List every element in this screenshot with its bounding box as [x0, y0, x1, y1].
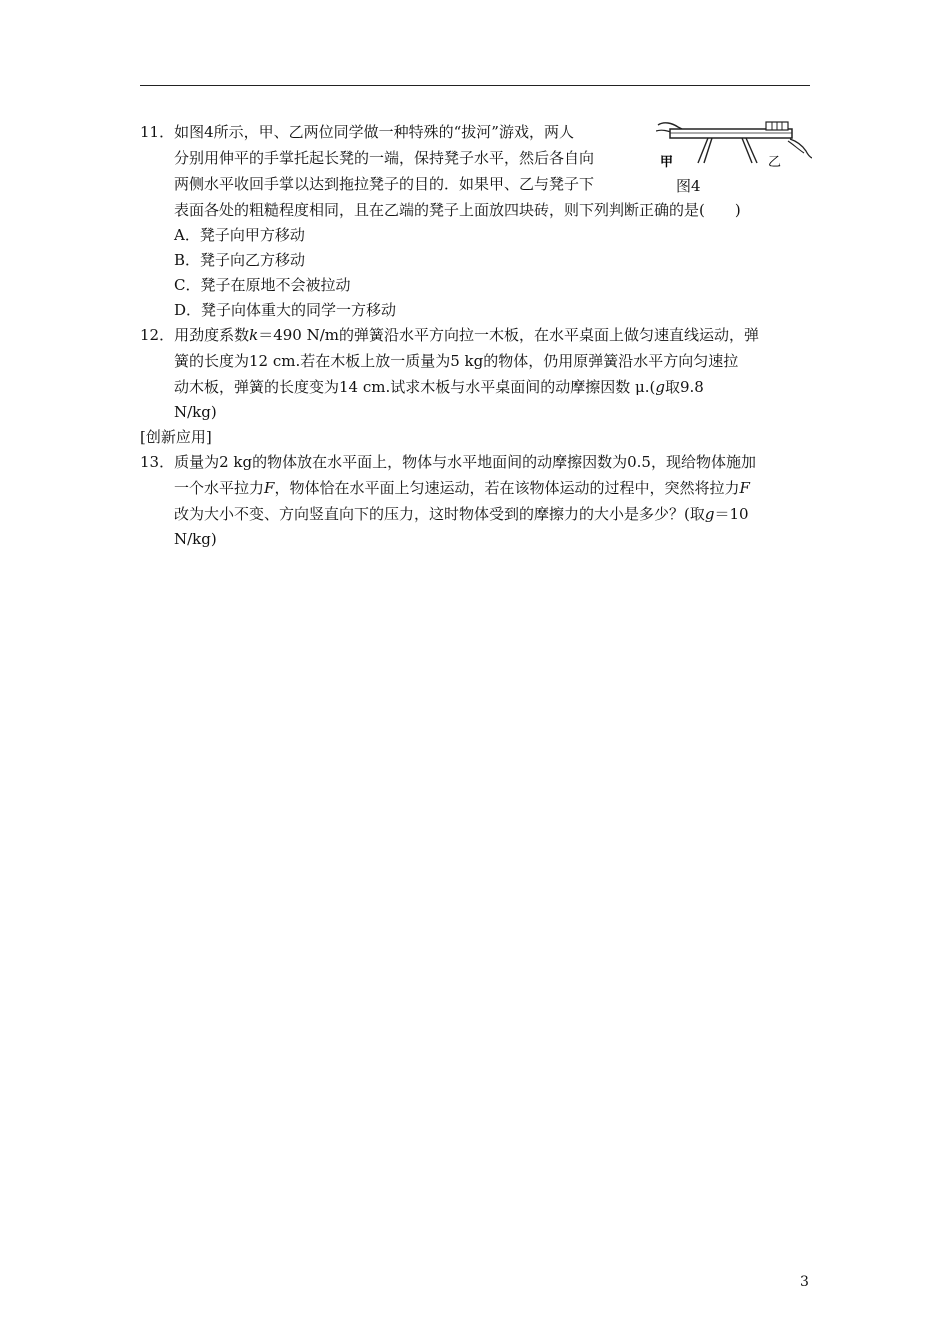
q12-line-1: 12．用劲度系数k＝490 N/m的弹簧沿水平方向拉一木板，在水平桌面上做匀速直线运动，弹 — [140, 326, 760, 344]
q11-line-1: 11．如图4所示，甲、乙两位同学做一种特殊的“拔河”游戏，两人 — [140, 123, 574, 141]
q11-option-a: A．凳子向甲方移动 — [174, 226, 305, 244]
q11-option-b: B．凳子向乙方移动 — [174, 251, 306, 269]
q12-number: 12． — [140, 326, 175, 344]
bench-leg — [704, 138, 712, 163]
q11-option-c: C．凳子在原地不会被拉动 — [174, 276, 351, 294]
q13-line-3: 改为大小不变、方向竖直向下的压力，这时物体受到的摩擦力的大小是多少？(取g＝10 — [174, 505, 749, 523]
q13-line-4: N/kg) — [174, 530, 217, 548]
left-hand-stroke — [658, 123, 682, 129]
bench-leg — [698, 138, 708, 163]
bench-figure — [656, 117, 812, 173]
page-number: 3 — [800, 1274, 809, 1290]
q12-line-4: N/kg) — [174, 403, 217, 421]
q11-option-d: D．凳子向体重大的同学一方移动 — [174, 301, 397, 319]
q11-line-3: 两侧水平收回手掌以达到拖拉凳子的目的．如果甲、乙与凳子下 — [174, 175, 595, 193]
q11-line-4: 表面各处的粗糙程度相同，且在乙端的凳子上面放四块砖，则下列判断正确的是( ) — [174, 201, 741, 219]
right-hand-stroke — [790, 139, 812, 158]
q13-line-1: 13．质量为2 kg的物体放在水平面上，物体与水平地面间的动摩擦因数为0.5，现给物体施加 — [140, 453, 756, 471]
figure-caption: 图4 — [676, 177, 701, 195]
q13-number: 13． — [140, 453, 175, 471]
q11-line-2: 分别用伸平的手掌托起长凳的一端，保持凳子水平，然后各自向 — [174, 149, 595, 167]
q12-line-3: 动木板，弹簧的长度变为14 cm.试求木板与水平桌面间的动摩擦因数 μ.(g取9.8 — [174, 378, 704, 396]
label-yi: 乙 — [768, 155, 782, 170]
q12-line-2: 簧的长度为12 cm.若在木板上放一质量为5 kg的物体，仍用原弹簧沿水平方向匀速拉 — [174, 352, 739, 370]
q13-line-2: 一个水平拉力F，物体恰在水平面上匀速运动，若在该物体运动的过程中，突然将拉力F — [174, 479, 750, 497]
header-rule — [140, 85, 810, 86]
q11-number: 11． — [140, 123, 175, 141]
section-label: [创新应用] — [140, 428, 212, 446]
label-jia: 甲 — [660, 155, 674, 170]
